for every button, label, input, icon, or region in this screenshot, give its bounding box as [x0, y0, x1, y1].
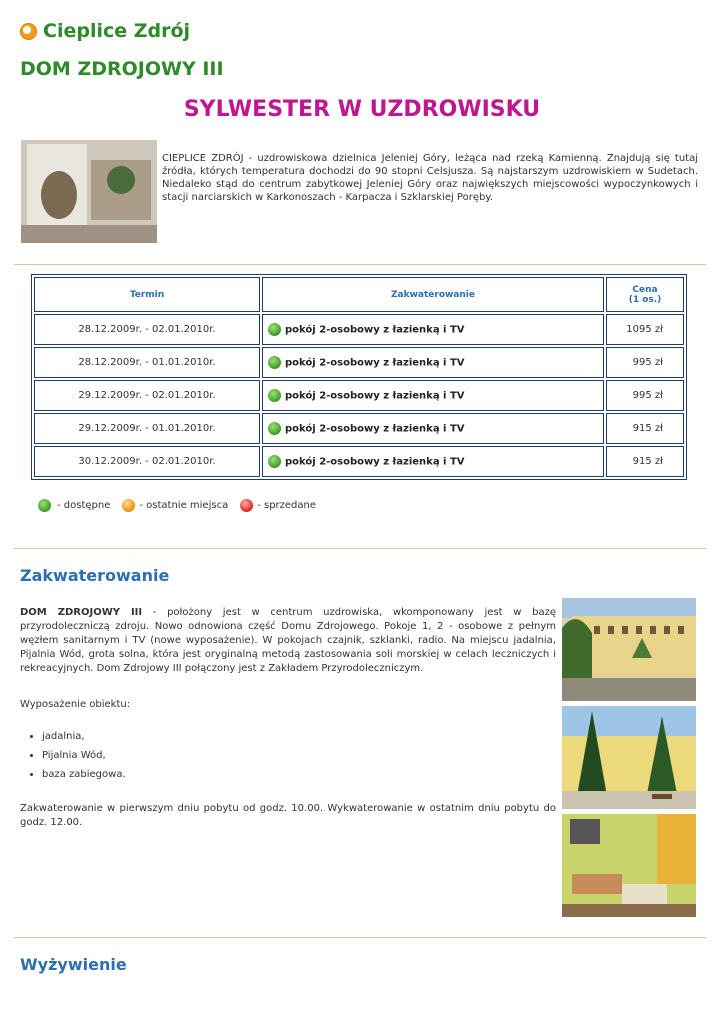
room-label: pokój 2-osobowy z łazienką i TV	[285, 423, 465, 435]
legend-available: - dostępne	[57, 500, 111, 511]
list-item: • baza zabiegowa.	[42, 765, 126, 784]
description-text: - położony jest w centrum uzdrowiska, wkomponowany jest w bazę przyrodoleczniczą zdroju. Nowo odnowiona część Domu Zdrojowego. Pokoje 1, 2 - osobowe z pełnym węzłem sanitarnym i TV (nowe wyposażenie). W pokojach czajnik, szklanki, radio. Na miejscu jadalnia, Pijalnia Wód, grota solna, która jest oryginalną metodą zastosowania soli morskiej w celach leczniczych i rekreacyjnych. Dom Zdrojowy III połączony jest z Zakładem Przyrodoleczniczym.	[20, 607, 556, 674]
equipment-label: Wyposażenie obiektu:	[20, 699, 131, 710]
hotel-name: DOM ZDROJOWY III	[20, 607, 143, 618]
brand-text: Cieplice Zdrój	[43, 20, 191, 42]
available-icon	[268, 422, 281, 435]
hotel-title: DOM ZDROJOWY III	[20, 58, 224, 80]
table-row	[34, 380, 684, 411]
term-cell: 29.12.2009r. - 01.01.2010r.	[34, 413, 260, 444]
table-row	[34, 413, 684, 444]
divider	[14, 937, 706, 938]
room-label: pokój 2-osobowy z łazienką i TV	[285, 390, 465, 402]
header-price: Cena (1 os.)	[606, 277, 684, 312]
room-cell	[262, 380, 604, 411]
room-cell	[262, 314, 604, 345]
room-label: pokój 2-osobowy z łazienką i TV	[285, 324, 465, 336]
header-term: Termin	[34, 277, 260, 312]
availability-legend	[38, 499, 316, 512]
legend-sold: - sprzedane	[257, 500, 317, 511]
table-row	[34, 314, 684, 345]
table-row	[34, 446, 684, 477]
room-label: pokój 2-osobowy z łazienką i TV	[285, 357, 465, 369]
intro-paragraph: CIEPLICE ZDRÓJ - uzdrowiskowa dzielnica Jeleniej Góry, leżąca nad rzeką Kamienną. Znajdują się tutaj źródła, których temperatura dochodzi do 90 stopni Celsjusza. Są najstarszym uzdrowiskiem w Sudetach. Niedaleko stąd do centrum zabytkowej Jeleniej Góry oraz największych miejscowości wypoczynkowych i stacji narciarskich w Karkonoszach - Karpacza i Szklarskiej Poręby.	[162, 153, 698, 203]
divider	[14, 548, 706, 549]
price-table	[31, 274, 687, 480]
sold-icon	[240, 499, 253, 512]
lobby-photo	[21, 140, 157, 243]
room-photo	[562, 814, 696, 917]
header-accommodation: Zakwaterowanie	[262, 277, 604, 312]
page-headline: SYLWESTER W UZDROWISKU	[183, 97, 541, 122]
available-icon	[38, 499, 51, 512]
available-icon	[268, 389, 281, 402]
price-cell: 995 zł	[606, 380, 684, 411]
term-cell: 29.12.2009r. - 02.01.2010r.	[34, 380, 260, 411]
room-cell	[262, 446, 604, 477]
term-cell: 30.12.2009r. - 02.01.2010r.	[34, 446, 260, 477]
legend-last: - ostatnie miejsca	[139, 500, 229, 511]
available-icon	[268, 455, 281, 468]
divider	[14, 264, 706, 265]
building-photo	[562, 598, 696, 701]
accommodation-description	[20, 606, 556, 676]
sun-icon	[20, 23, 37, 40]
room-cell	[262, 347, 604, 378]
price-cell: 915 zł	[606, 446, 684, 477]
room-label: pokój 2-osobowy z łazienką i TV	[285, 456, 465, 468]
checkin-info: Zakwaterowanie w pierwszym dniu pobytu od godz. 10.00. Wykwaterowanie w ostatnim dniu pobytu do godz. 12.00.	[20, 803, 556, 828]
room-cell	[262, 413, 604, 444]
brand-title	[20, 20, 190, 42]
term-cell: 28.12.2009r. - 02.01.2010r.	[34, 314, 260, 345]
table-row	[34, 347, 684, 378]
price-cell: 915 zł	[606, 413, 684, 444]
park-photo	[562, 706, 696, 809]
amenities-list	[24, 727, 126, 784]
table-header-row	[34, 277, 684, 312]
term-cell: 28.12.2009r. - 01.01.2010r.	[34, 347, 260, 378]
list-item: • jadalnia,	[42, 727, 126, 746]
list-item: • Pijalnia Wód,	[42, 746, 126, 765]
price-cell: 1095 zł	[606, 314, 684, 345]
available-icon	[268, 356, 281, 369]
price-cell: 995 zł	[606, 347, 684, 378]
last-places-icon	[122, 499, 135, 512]
section-title-meals: Wyżywienie	[20, 955, 127, 974]
available-icon	[268, 323, 281, 336]
section-title-accommodation: Zakwaterowanie	[20, 566, 170, 585]
